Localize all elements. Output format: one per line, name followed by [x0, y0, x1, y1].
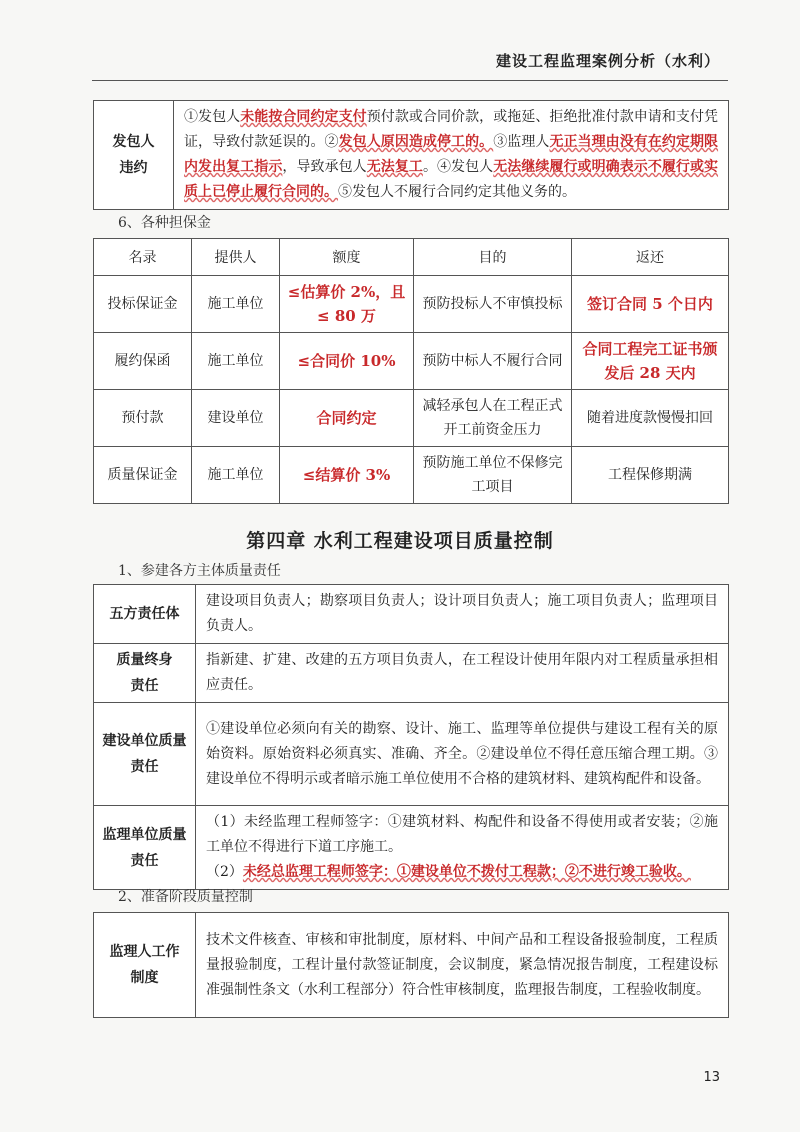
- cell-refund: 合同工程完工证书颁发后 28 天内: [572, 333, 729, 390]
- emphasized-text: 发包人原因造成停工的。: [338, 134, 494, 150]
- text-segment: 建设项目负责人；勘察项目负责人；设计项目负责人；施工项目负责人；监理项目负责人。: [206, 593, 718, 634]
- cell-refund: 签订合同 5 个日内: [572, 276, 729, 333]
- page-header: 建设工程监理案例分析（水利）: [495, 52, 720, 70]
- table-header-row: [94, 239, 729, 276]
- page-number: 13: [703, 1070, 720, 1085]
- table-row: [94, 703, 729, 806]
- preparation-stage-table: [93, 912, 729, 1018]
- cell-refund: 随着进度款慢慢扣回: [572, 390, 729, 447]
- table-row: [94, 806, 729, 890]
- text-segment: 。④发包人: [422, 159, 494, 175]
- chapter-title: 第四章 水利工程建设项目质量控制: [246, 530, 554, 552]
- section-title: 6、各种担保金: [118, 215, 211, 231]
- cell-name: 投标保证金: [94, 276, 192, 333]
- row-label: 质量终身责任: [94, 644, 196, 703]
- column-header: 额度: [280, 239, 414, 276]
- column-header: 提供人: [192, 239, 280, 276]
- cell-name: 预付款: [94, 390, 192, 447]
- section-title: 1、参建各方主体质量责任: [118, 563, 281, 579]
- cell-amount: ≤估算价 2%，且≤ 80 万: [280, 276, 414, 333]
- row-label: 五方责任体: [94, 585, 196, 644]
- text-segment: 预付款或合同价款，或拖延、拒绝批准付款申请和支付凭证，导致付款延误的。②: [184, 109, 719, 150]
- text-segment: （2）: [206, 864, 243, 880]
- emphasized-text: 无法继续履行或明确表示不履行或实质上已停止履行合同的。: [184, 159, 719, 200]
- table-row: [94, 101, 729, 210]
- cell-purpose: 预防施工单位不保修完工项目: [414, 447, 572, 504]
- table-row: [94, 913, 729, 1018]
- cell-name: 履约保函: [94, 333, 192, 390]
- employer-breach-table: [93, 100, 729, 210]
- text-segment: ，导致承包人: [282, 159, 367, 175]
- cell-name: 质量保证金: [94, 447, 192, 504]
- row-label: 建设单位质量责任: [94, 703, 196, 806]
- cell-refund: 工程保修期满: [572, 447, 729, 504]
- cell-amount: 合同约定: [280, 390, 414, 447]
- row-content: [196, 644, 729, 703]
- row-content: [196, 913, 729, 1018]
- text-segment: ⑤发包人不履行合同约定其他义务的。: [338, 184, 576, 200]
- cell-provider: 施工单位: [192, 276, 280, 333]
- row-content: [196, 703, 729, 806]
- row-content: [174, 101, 729, 210]
- column-header: 名录: [94, 239, 192, 276]
- cell-amount: ≤合同价 10%: [280, 333, 414, 390]
- emphasized-text: 无正当理由没有在约定期限内发出复工指示: [184, 134, 719, 175]
- text-segment: （1）未经监理工程师签字：①建筑材料、构配件和设备不得使用或者安装；②施工单位不得进行下道工序施工。: [206, 814, 718, 855]
- row-label: 监理人工作制度: [94, 913, 196, 1018]
- deposit-table: [93, 238, 729, 504]
- text-segment: ①发包人: [184, 109, 241, 125]
- column-header: 返还: [572, 239, 729, 276]
- header-divider: [92, 80, 728, 81]
- emphasized-text: 未能按合同约定支付: [240, 109, 367, 125]
- row-label: 监理单位质量责任: [94, 806, 196, 890]
- emphasized-text: 未经总监理工程师签字：①建设单位不拨付工程款；②不进行竣工验收。: [242, 864, 691, 880]
- quality-responsibility-table: [93, 584, 729, 890]
- cell-amount: ≤结算价 3%: [280, 447, 414, 504]
- table-row: [94, 333, 729, 390]
- table-row: [94, 644, 729, 703]
- section-title: 2、准备阶段质量控制: [118, 889, 253, 905]
- table-row: [94, 447, 729, 504]
- row-content: [196, 585, 729, 644]
- row-label: 发包人违约: [94, 101, 174, 210]
- emphasized-text: 无法复工: [366, 159, 423, 175]
- table-row: [94, 276, 729, 333]
- table-row: [94, 585, 729, 644]
- cell-purpose: 预防中标人不履行合同: [414, 333, 572, 390]
- row-content: [196, 806, 729, 890]
- text-segment: 技术文件核查、审核和审批制度，原材料、中间产品和工程设备报验制度，工程质量报验制度，工程计量付款签证制度，会议制度，紧急情况报告制度，工程建设标准强制性条文（水利工程部分）符合性审核制度，监理报告制度，工程验收制度。: [206, 931, 718, 998]
- text-segment: ①建设单位必须向有关的勘察、设计、施工、监理等单位提供与建设工程有关的原始资料。原始资料必须真实、准确、齐全。②建设单位不得任意压缩合理工期。③建设单位不得明示或者暗示施工单位使用不合格的建筑材料、建筑构配件和设备。: [206, 720, 718, 787]
- cell-purpose: 预防投标人不审慎投标: [414, 276, 572, 333]
- table-row: [94, 390, 729, 447]
- cell-purpose: 减轻承包人在工程正式开工前资金压力: [414, 390, 572, 447]
- column-header: 目的: [414, 239, 572, 276]
- text-segment: ③监理人: [493, 134, 550, 150]
- cell-provider: 施工单位: [192, 333, 280, 390]
- text-segment: 指新建、扩建、改建的五方项目负责人，在工程设计使用年限内对工程质量承担相应责任。: [206, 652, 718, 693]
- cell-provider: 建设单位: [192, 390, 280, 447]
- cell-provider: 施工单位: [192, 447, 280, 504]
